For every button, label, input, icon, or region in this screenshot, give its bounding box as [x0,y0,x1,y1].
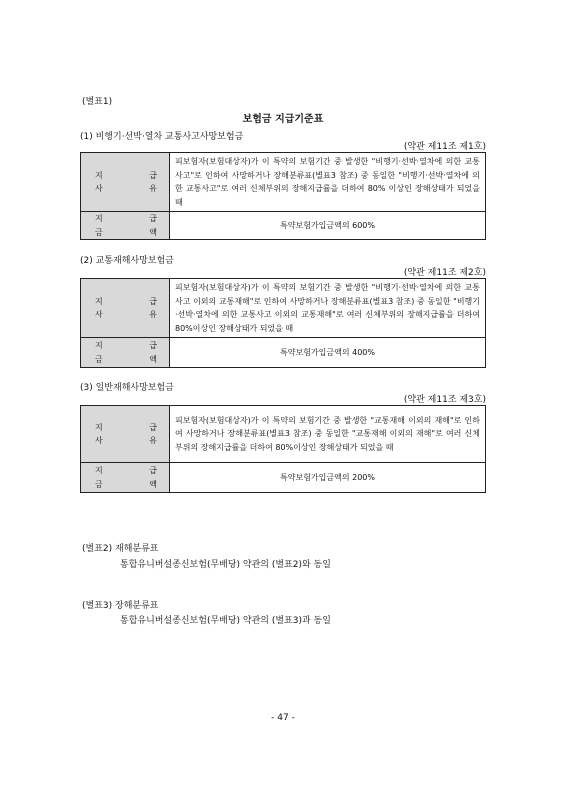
reason-row [81,279,486,338]
section-2-heading: (2) 교통재해사망보험금 [80,256,174,266]
label-char: 급 [149,214,157,223]
label-char: 급 [149,296,157,306]
label-char: 지 [95,422,103,432]
section-1-table [80,152,486,240]
label-char: 유 [149,436,157,445]
label-char: 급 [149,422,157,432]
section-2-ref: (약관 제11조 제2호) [403,268,486,278]
section-3-table [80,405,486,493]
label-char: 액 [149,227,157,237]
appendix2-body: 통합유니버설종신보험(무배당) 약관의 (별표2)와 동일 [120,560,331,570]
appendix3-body: 통합유니버설종신보험(무배당) 약관의 (별표3)과 동일 [120,616,331,626]
reason-label [81,279,170,338]
reason-label [81,406,170,463]
label-char: 사 [95,310,103,319]
label-char: 지 [95,466,103,475]
label-char: 사 [95,184,103,193]
label-char: 액 [149,479,157,489]
amount-row [81,338,486,368]
label-char: 금 [95,354,103,364]
amount-label [81,463,170,493]
amount-row [81,463,486,493]
label-char: 지 [95,214,103,223]
reason-text: 피보험자(보험대상자)가 이 특약의 보험기간 중 발생한 "교통재해 이외의 재해"로 인하여 사망하거나 장해분류표(별표3 참조) 중 동일한 "교통재해 이외의 재해"로 여러 신체부위의 장해지급률을 더하여 80%이상인 장해상태가 되었을 때 [170,406,486,463]
appendix2-heading: (별표2) 재해분류표 [82,544,159,554]
section-3-ref: (약관 제11조 제3호) [403,395,486,405]
amount-text: 특약보험가입금액의 400% [170,338,486,368]
page-number: - 47 - [271,713,295,723]
appendix3-heading: (별표3) 장해분류표 [82,601,159,611]
label-char: 급 [149,170,157,180]
label-char: 금 [95,227,103,237]
label-char: 사 [95,436,103,445]
section-3-heading: (3) 일반재해사망보험금 [80,383,174,393]
reason-text: 피보험자(보험대상자)가 이 특약의 보험기간 중 발생한 "비행기·선박·열차에 의한 교통사고"로 인하여 사망하거나 장해분류표(별표3 참조) 중 동일한 "비행기·선박·열차에 의한 교통사고"로 여러 신체부위의 장해지급률을 더하여 80% 이상인 장해상태가 되었을 때 [170,153,486,212]
amount-row [81,212,486,240]
section-1-ref: (약관 제11조 제1호) [403,142,486,152]
reason-row [81,406,486,463]
amount-text: 특약보험가입금액의 200% [170,463,486,493]
amount-label [81,338,170,368]
section-1-heading: (1) 비행기·선박·열차 교통사고사망보험금 [80,132,244,142]
appendix1-label: (별표1) [82,97,113,107]
section-2-table [80,278,486,368]
reason-label [81,153,170,212]
label-char: 지 [95,296,103,306]
page-title: 보험금 지급기준표 [242,114,324,125]
label-char: 급 [149,341,157,350]
label-char: 지 [95,170,103,180]
label-char: 유 [149,184,157,193]
label-char: 액 [149,354,157,364]
label-char: 지 [95,341,103,350]
label-char: 급 [149,466,157,475]
amount-text: 특약보험가입금액의 600% [170,212,486,240]
reason-row [81,153,486,212]
label-char: 유 [149,310,157,319]
reason-text: 피보험자(보험대상자)가 이 특약의 보험기간 중 발생한 "비행기·선박·열차에 의한 교통사고 이외의 교통재해"로 인하여 사망하거나 장해분류표(별표3 참조) 중 동일한 "비행기·선박·열차에 의한 교통사고 이외의 교통재해"로 여러 신체부위의 장해지급률을 더하여 80%이상인 장해상태가 되었을 때 [170,279,486,338]
amount-label [81,212,170,240]
label-char: 금 [95,479,103,489]
